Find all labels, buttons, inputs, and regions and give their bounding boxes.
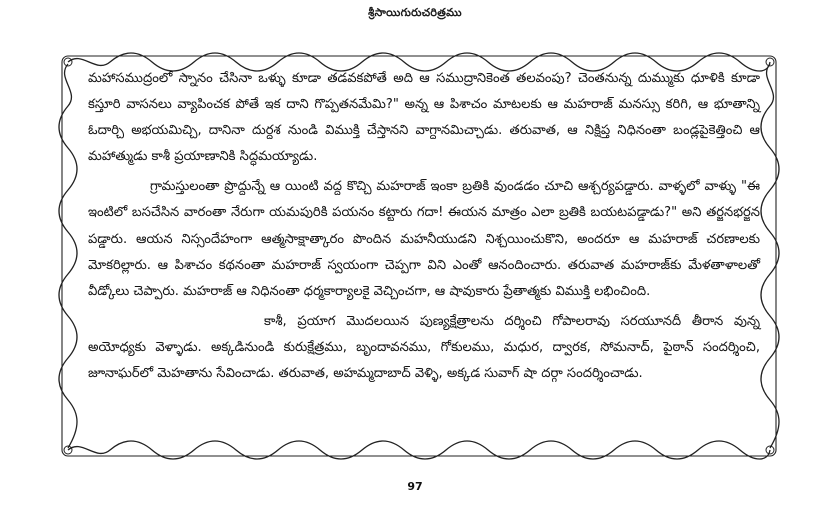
page-number: 97 [407,480,423,493]
paragraph-ghost-speech: మహాసముద్రంలో స్నానం చేసినా ఒళ్ళు కూడా తడవకపోతే అది ఆ సముద్రానికెంత తలవంపు? చెంతనున్న దుమ్ముకు ధూళికి కూడా కస్తూరి వాసనలు వ్యాపించక పోతే ఇక దాని గొప్పతనమేమి?" అన్న ఆ పిశాచం మాటలకు ఆ మహరాజ్ మనస్సు కరిగి, ఆ భూతాన్ని ఓదార్చి అభయమిచ్చి, దానినా దుర్దశ నుండి విముక్తి చేస్తానని వాగ్దానమిచ్చాడు. తరువాత, ఆ నిక్షిప్త నిధినంతా బండ్లపైకెత్తించి ఆ మహాత్ముడు కాశీ ప్రయాణానికి సిద్ధమయ్యాడు. [88,71,760,165]
page-body-text [88,66,760,387]
paragraph-pilgrimage: కాశీ, ప్రయాగ మొదలయిన పుణ్యక్షేత్రాలను దర్శించి గోపాలరావు సరయూనదీ తీరాన వున్న అయోధ్యకు వెళ్ళాడు. అక్కడినుండి కురుక్షేత్రము, బృందావనము, గోకులము, మధుర, ద్వారక, సోమనాద్, పైఠాన్ సందర్శించి, జూనాఘర్‌లో మెహతాను సేవించాడు. తరువాత, అహమ్మదాబాద్ వెళ్ళి, అక్కడ సువాగ్ షా దర్గా సందర్శించాడు. [88,313,760,382]
paragraph-villagers: గ్రామస్తులంతా ప్రొద్దున్నే ఆ యింటి వద్ద కొచ్చి మహరాజ్ ఇంకా బ్రతికి వుండడం చూచి ఆశ్చర్యపడ్డారు. వాళ్ళలో వాళ్ళు "ఈ ఇంటిలో బసచేసిన వారంతా నేరుగా యమపురికి పయనం కట్టారు గదా! ఈయన మాత్రం ఎలా బ్రతికి బయటపడ్డాడు?" అని తర్జనభర్జన పడ్డారు. ఆయన నిస్సందేహంగా ఆత్మసాక్షాత్కారం పొందిన మహనీయుడని నిశ్చయించుకొని, అందరూ ఆ మహరాజ్ చరణాలకు మోకరిల్లారు. ఆ పిశాచం కథనంతా మహరాజ్ స్వయంగా చెప్పగా విని ఎంతో ఆనందించారు. తరువాత మహరాజ్‌కు మేళతాళాలతో వీడ్కోలు చెప్పారు. మహరాజ్ ఆ నిధినంతా ధర్మకార్యాలకై వెచ్చించగా, ఆ షావుకారు ప్రేతాత్మకు విముక్తి లభించింది. [88,179,760,299]
page-header-title: శ్రీసాయిగురుచరిత్రము [368,6,462,19]
